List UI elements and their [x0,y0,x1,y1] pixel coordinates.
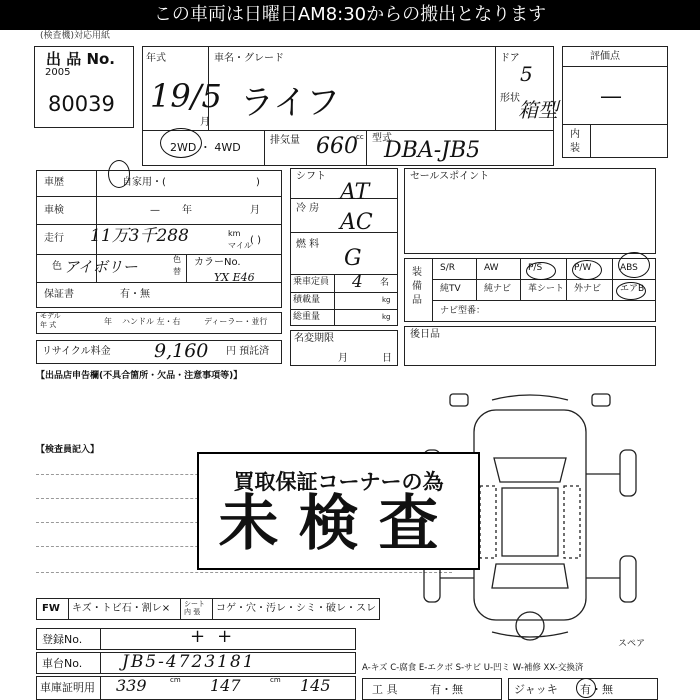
history-value: 自家用・( [122,177,166,188]
year-value: 19/5 [150,77,222,115]
fuel-value: G [344,246,362,271]
displacement-label: 排気量 [270,135,300,146]
color-change-2: 替 [173,267,181,276]
mileage-label: 走行 [44,233,64,244]
shape-label: 形状 [500,93,520,104]
garage-dim-1: 339 [116,676,147,695]
capacity-value: 4 [352,272,363,292]
load-label: 積載量 [293,295,321,305]
color-code-label: カラーNo. [194,257,241,268]
registration-label: 登録No. [42,633,83,646]
equipment-item: 革シート [528,284,565,294]
inspection-label: 車検 [44,205,64,216]
lot-number: 80039 [48,92,115,116]
color-value: アイボリー [64,258,138,276]
header-note: (検査機)対応用紙 [40,31,111,41]
capacity-unit: 名 [380,278,390,288]
garage-dim-3: 145 [300,676,331,695]
stamp-main-text: 未検査 [218,489,459,559]
history-close: ) [256,177,260,188]
fuel-label: 燃 料 [296,239,320,250]
recycle-unit: 円 預託済 [226,346,270,357]
chassis-label: 車台No. [42,657,83,670]
not-inspected-stamp [197,452,480,570]
equipment-item: エアB [620,284,645,294]
equipment-item: P/W [574,263,592,273]
shift-value: AT [340,180,370,205]
model-year-label-2: 年 式 [40,321,57,329]
model-value: DBA-JB5 [384,138,481,163]
equipment-item: 純ナビ [484,284,512,294]
history-label: 車歴 [44,177,64,188]
capacity-label: 乗車定員 [293,277,330,287]
chassis-value: JB5-4723181 [122,652,256,672]
rating-value: — [600,84,622,109]
aircon-label: 冷 房 [296,203,320,214]
mileage-paren: ( ) [250,235,261,246]
declaration-label: 【出品店申告欄(不具合箇所・欠品・注意事項等)】 [36,371,243,381]
inspection-dash: — [150,205,160,216]
shift-label: シフト [296,171,326,182]
warranty-value: 有・無 [120,289,150,300]
seat-label: シート内 張 [184,600,205,616]
lot-label: 出 品 No. [46,50,116,68]
banner-notice: この車両は日曜日AM8:30からの搬出となります [0,0,700,30]
color-change-1: 色 [173,255,181,264]
color-code: YX E46 [214,271,255,284]
mileage-mile: マイル [228,241,252,250]
name-label: 車名・グレード [214,53,284,64]
tools-label: 工 具 [372,683,398,696]
mileage-km: km [228,229,241,238]
inspector-label: 【検査員記入】 [36,445,100,455]
door-label: ドア [500,53,520,64]
drive-options: 2WD ・ 4WD [170,141,241,154]
year-month-unit: 月 [200,117,210,128]
cm-unit-1: cm [170,676,181,684]
tools-value: 有・無 [430,683,463,696]
equipment-label: 装備品 [412,267,422,306]
jack-label: ジャッキ [514,683,558,696]
name-change-month: 月 [338,353,348,364]
car-name: ライフ [240,83,340,123]
model-year-label-1: モデル [40,312,61,320]
equipment-item: 外ナビ [574,284,602,294]
gross-unit: kg [382,313,391,321]
year-label: 年式 [146,53,166,64]
fw-value: キズ・トビ石・割レ× [72,603,171,614]
load-unit: kg [382,296,391,304]
jack-value: 有・無 [580,683,613,696]
interior-label-1: 内 [570,129,580,140]
shape-value: 箱型 [518,98,558,122]
stamp-top-text: 買取保証コーナーの為 [233,470,444,494]
mileage-value: 11万3千288 [90,226,189,246]
recycle-label: リサイクル料金 [42,346,111,357]
warranty-label: 保証書 [44,289,74,300]
after-parts-box [404,326,656,366]
registration-value: ++ [190,626,245,647]
displacement-value: 660 [316,134,358,159]
gross-label: 総重量 [293,312,321,322]
model-year-unit: 年 [104,317,112,326]
navi-model-label: ナビ型番： [440,306,486,316]
equipment-item: P/S [528,263,543,273]
lot-year: 2005 [45,67,71,78]
inspection-year-unit: 年 [182,205,192,216]
model-label: 型式 [372,133,392,144]
interior-label-2: 装 [570,143,580,154]
seat-value: コゲ・穴・汚レ・シミ・破レ・スレ [216,603,376,614]
equipment-item: S/R [440,263,455,273]
rating-label: 評価点 [590,51,620,62]
handle-options: ハンドル 左・右 [122,317,181,326]
fw-label: FW [42,603,60,614]
after-parts-label: 後日品 [410,329,440,340]
garage-label: 車庫証明用 [40,681,95,694]
dealer-options: ディーラー・並行 [204,317,268,326]
spare-label: スペア [618,639,646,649]
aircon-value: AC [340,210,373,235]
inspection-month-unit: 月 [250,205,260,216]
recycle-value: 9,160 [154,340,209,362]
damage-legend: A-キズ C-腐食 E-エクボ S-サビ U-凹ミ W-補修 XX-交換済 [362,663,584,673]
garage-dim-2: 147 [210,676,241,695]
color-label: 色 [52,261,62,272]
sales-point-label: セールスポイント [410,171,490,182]
door-value: 5 [520,62,533,86]
equipment-item: AW [484,263,499,273]
name-change-day: 日 [382,353,392,364]
cc-unit: cc [356,133,364,141]
cm-unit-2: cm [270,676,281,684]
name-change-label: 名変期限 [294,333,334,344]
equipment-item: 純TV [440,284,461,294]
equipment-item: ABS [620,263,638,273]
